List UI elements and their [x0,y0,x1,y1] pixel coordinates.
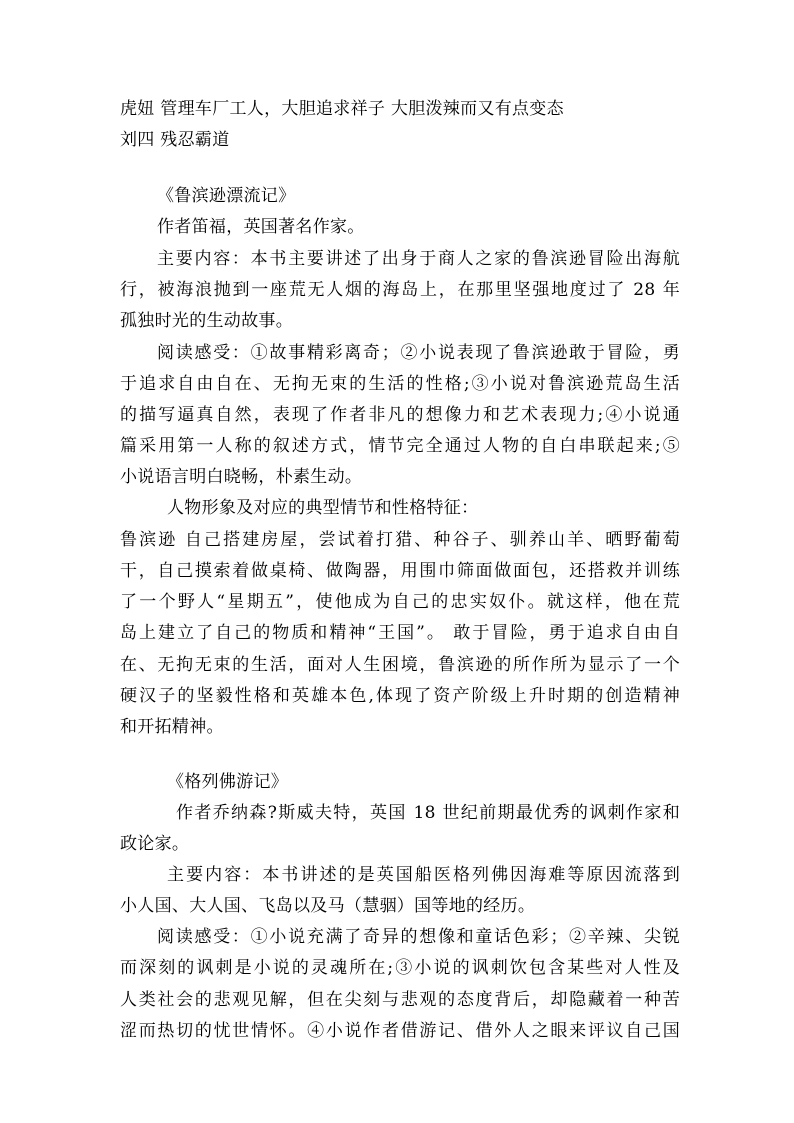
gulliver-author-line: 作者乔纳森?斯威夫特，英国 18 世纪前期最优秀的讽刺作家和 [176,803,680,823]
robinson-title: 《鲁滨逊漂流记》 [157,186,296,206]
intro-line-hu-niu: 虎妞 管理车厂工人，大胆追求祥子 大胆泼辣而又有点变态 [120,99,564,119]
robinson-summary-line: 主要内容：本书主要讲述了出身于商人之家的鲁滨逊冒险出海航 [157,249,680,269]
gulliver-title: 《格列佛游记》 [167,772,289,792]
robinson-character-line: 在、无拘无束的生活，面对人生困境，鲁滨逊的所作所为显示了一个 [120,655,680,675]
gulliver-reading-line: 涩而热切的忧世情怀。④小说作者借游记、借外人之眼来评议自己国 [120,1021,680,1041]
robinson-reading-line: 篇采用第一人称的叙述方式，情节完全通过人物的自白串联起来;⑤ [120,436,680,456]
intro-line-liu-si: 刘四 残忍霸道 [120,130,230,150]
robinson-character-heading: 人物形象及对应的典型情节和性格特征： [167,498,479,518]
robinson-character-line: 鲁滨逊 自己搭建房屋，尝试着打猎、种谷子、驯养山羊、晒野葡萄 [120,530,680,550]
gulliver-summary-line: 小人国、大人国、飞岛以及马（慧骃）国等地的经历。 [120,896,536,916]
gulliver-reading-line: 而深刻的讽刺是小说的灵魂所在;③小说的讽刺饮包含某些对人性及 [120,958,680,978]
gulliver-reading-line: 阅读感受：①小说充满了奇异的想像和童话色彩；②辛辣、尖锐 [157,927,680,947]
gulliver-author-line: 政论家。 [120,834,190,854]
gulliver-summary-line: 主要内容：本书讲述的是英国船医格列佛因海难等原因流落到 [167,865,680,885]
robinson-character-line: 了一个野人“星期五”，使他成为自己的忠实奴仆。就这样，他在荒 [120,592,680,612]
robinson-reading-line: 阅读感受：①故事精彩离奇；②小说表现了鲁滨逊敢于冒险，勇 [157,343,680,363]
robinson-character-line: 岛上建立了自己的物质和精神“王国”。 敢于冒险，勇于追求自由自 [120,623,680,643]
robinson-character-line: 干，自己摸索着做桌椅、做陶器，用围巾筛面做面包，还搭救并训练 [120,561,680,581]
robinson-character-line: 硬汉子的坚毅性格和英雄本色,体现了资产阶级上升时期的创造精神 [120,686,680,706]
robinson-author: 作者笛福，英国著名作家。 [157,217,365,237]
robinson-reading-line: 的描写逼真自然，表现了作者非凡的想像力和艺术表现力;④小说通 [120,405,680,425]
robinson-reading-line: 小说语言明白晓畅，朴素生动。 [120,467,363,487]
robinson-summary-line: 行，被海浪抛到一座荒无人烟的海岛上，在那里坚强地度过了 28 年 [120,280,680,300]
robinson-reading-line: 于追求自由自在、无拘无束的生活的性格;③小说对鲁滨逊荒岛生活 [120,374,680,394]
robinson-summary-line: 孤独时光的生动故事。 [120,311,293,331]
gulliver-reading-line: 人类社会的悲观见解，但在尖刻与悲观的态度背后，却隐藏着一种苦 [120,990,680,1010]
robinson-character-line: 和开拓精神。 [120,717,224,737]
